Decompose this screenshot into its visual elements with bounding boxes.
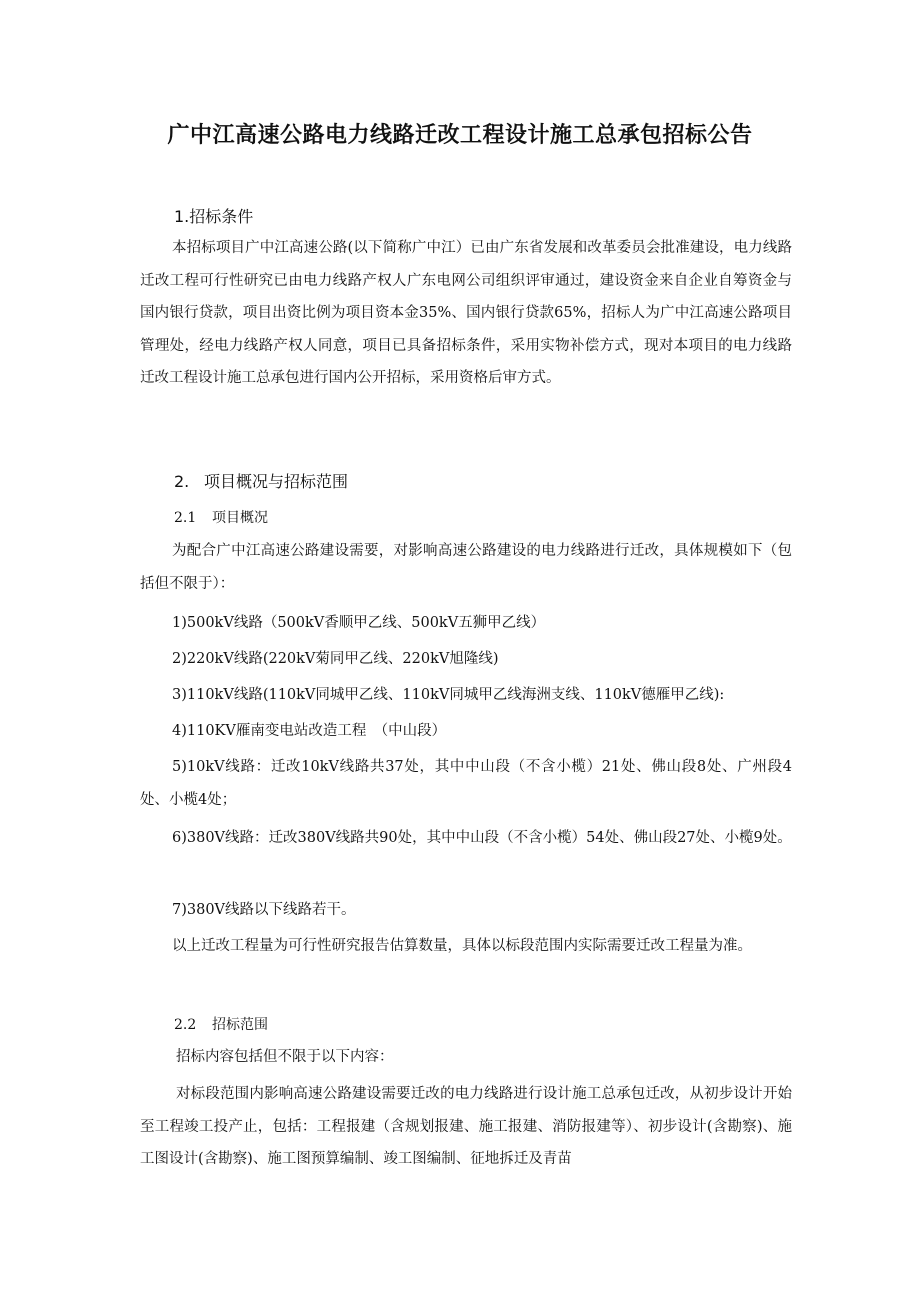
overview-item-7: 7)380V线路以下线路若干。 [172,902,356,918]
overview-item-1: 1)500kV线路（500kV香顺甲乙线、500kV五狮甲乙线） [172,615,546,631]
subsection-2-1-heading [174,507,268,527]
overview-item-5: 5)10kV线路：迁改10kV线路共37处，其中中山段（不含小榄）21处、佛山段8处、广州段4处、小榄4处； [140,759,792,808]
scope-intro: 招标内容包括但不限于以下内容： [176,1049,394,1065]
subsection-2-1-number: 2.1 [174,510,197,526]
section-2-title: 项目概况与招标范围 [204,472,349,491]
subsection-2-2-title: 招标范围 [212,1017,268,1033]
overview-note: 以上迁改工程量为可行性研究报告估算数量，具体以标段范围内实际需要迁改工程量为准。 [172,938,752,954]
section-1-paragraph: 本招标项目广中江高速公路(以下简称广中江）已由广东省发展和改革委员会批准建设，电力线路迁改工程可行性研究已由电力线路产权人广东电网公司组织评审通过，建设资金来自企业自筹资金与国内银行贷款，项目出资比例为项目资本金35%、国内银行贷款65%，招标人为广中江高速公路项目管理处，经电力线路产权人同意，项目已具备招标条件，采用实物补偿方式，现对本项目的电力线路迁改工程设计施工总承包进行国内公开招标，采用资格后审方式。 [140,240,792,386]
document-title: 广中江高速公路电力线路迁改工程设计施工总承包招标公告 [167,123,753,148]
overview-item-3: 3)110kV线路(110kV同城甲乙线、110kV同城甲乙线海洲支线、110kV德雁甲乙线): [172,687,725,703]
overview-item-6: 6)380V线路：迁改380V线路共90处，其中中山段（不含小榄）54处、佛山段27处、小榄9处。 [172,830,792,846]
overview-intro: 为配合广中江高速公路建设需要，对影响高速公路建设的电力线路进行迁改，具体规模如下（包括但不限于）： [140,543,792,592]
scope-paragraph: 对标段范围内影响高速公路建设需要迁改的电力线路进行设计施工总承包迁改，从初步设计开始至工程竣工投产止，包括：工程报建（含规划报建、施工报建、消防报建等）、初步设计(含勘察)、施工图设计(含勘察)、施工图预算编制、竣工图编制、征地拆迁及青苗 [140,1086,792,1167]
subsection-2-2-heading [174,1014,268,1034]
subsection-2-2-number: 2.2 [174,1017,197,1033]
section-2-heading [174,469,348,492]
subsection-2-1-title: 项目概况 [212,510,268,526]
overview-item-2: 2)220kV线路(220kV菊同甲乙线、220kV旭隆线) [172,651,499,667]
overview-item-4: 4)110KV雁南变电站改造工程 （中山段） [172,723,447,739]
section-2-number: 2. [174,472,190,491]
section-1-heading: 1.招标条件 [174,207,254,226]
